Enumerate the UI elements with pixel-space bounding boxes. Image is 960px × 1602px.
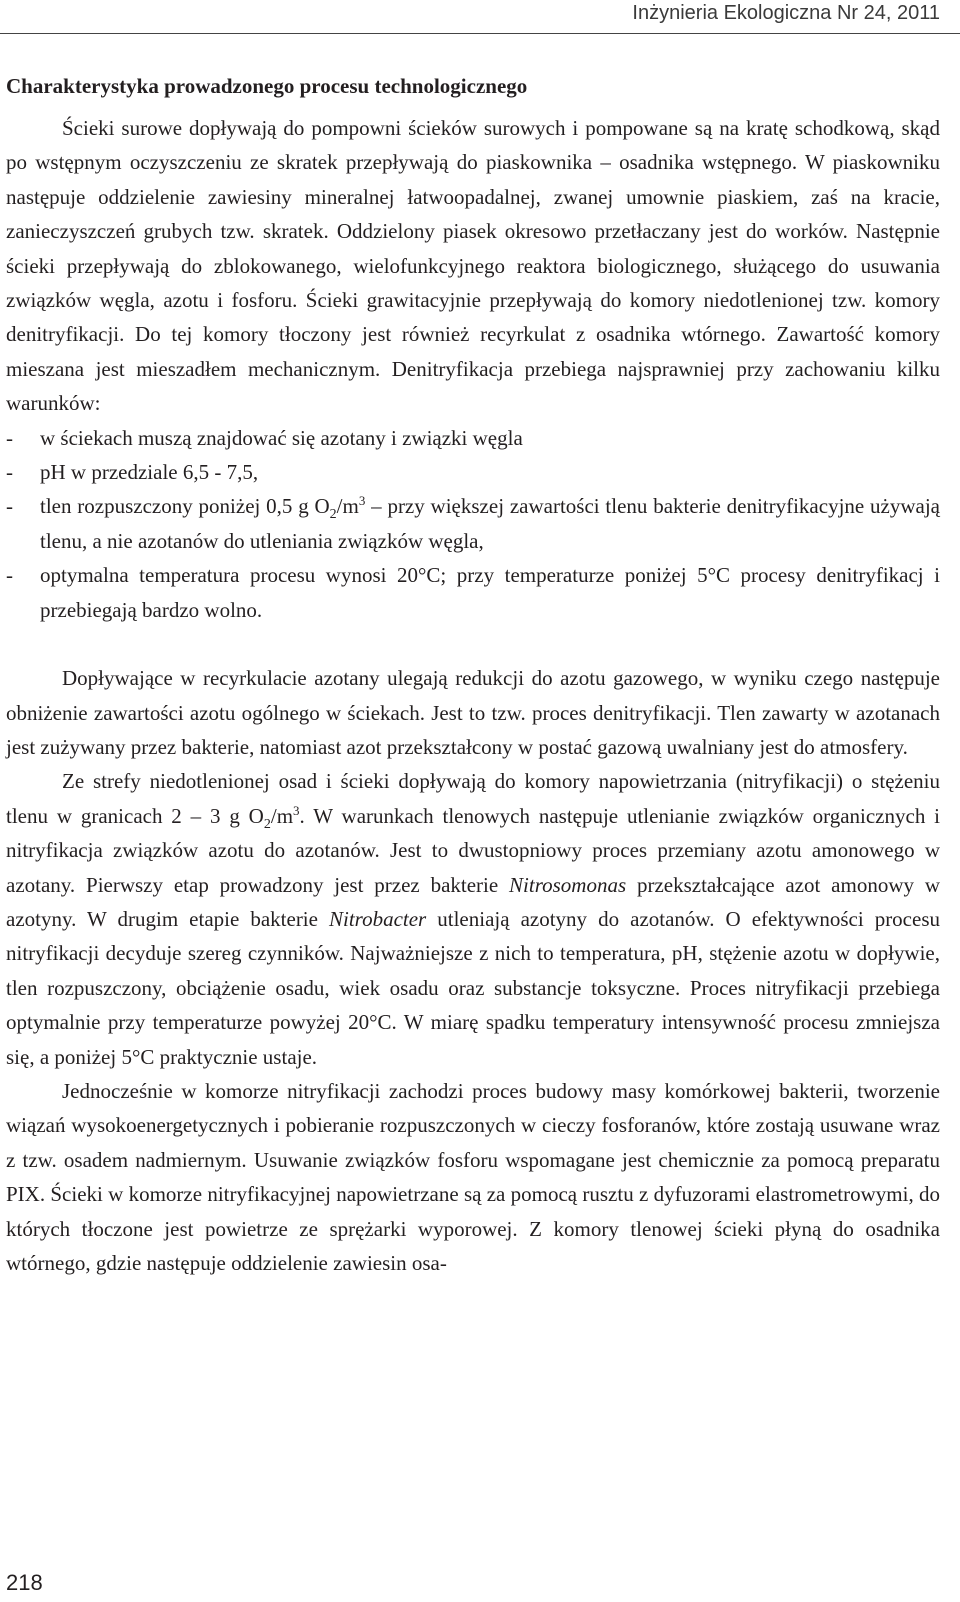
- paragraph-denitrification: Dopływające w recyrkulacie azotany ulegają redukcji do azotu gazowego, w wyniku czego następuje obniżenie zawartości azotu ogólnego w ściekach. Jest to tzw. proces denitryfikacji. Tlen zawarty w azotanach jest zużywany przez bakterie, natomiast azot przekształcony w postać gazową uwalniany jest do atmosfery.: [6, 666, 940, 759]
- running-header: Inżynieria Ekologiczna Nr 24, 2011: [632, 2, 940, 24]
- species-name: Nitrosomonas: [509, 872, 627, 897]
- section-title: Charakterystyka prowadzonego procesu technologicznego: [6, 74, 528, 98]
- condition-item: - optymalna temperatura procesu wynosi 20°C; przy temperaturze poniżej 5°C procesy denitryfikacj i przebiegają bardzo wolno.: [6, 558, 940, 627]
- text-run: Ze strefy niedotlenionej osad i ścieki dopływają do komory napowietrzania (nitryfikacji) o stężeniu tlenu w granicach 2 – 3 g O: [6, 769, 940, 828]
- page-number: 218: [6, 1570, 43, 1595]
- superscript: 3: [358, 493, 366, 509]
- text-run: /m: [270, 803, 294, 828]
- condition-item: - w ściekach muszą znajdować się azotany i związki węgla: [6, 421, 940, 455]
- condition-item: - pH w przedziale 6,5 - 7,5,: [6, 455, 940, 489]
- condition-text: – przy większej zawartości tlenu bakterie denitryfikacyjne używają tlenu, a nie azotanów do utleniania związków węgla,: [40, 494, 940, 553]
- condition-text: tlen rozpuszczony poniżej 0,5 g O: [40, 494, 330, 519]
- paragraph-intro: Ścieki surowe dopływają do pompowni ścieków surowych i pompowane są na kratę schodkową, skąd po wstępnym oczyszczeniu ze skratek przepływają do piaskownika – osadnika wstępnego. W piaskowniku następuje oddzielenie zawiesiny mineralnej łatwoopadalnej, zwanej umownie piaskiem, zaś na kracie, zanieczyszczeń grubych tzw. skratek. Oddzielony piasek okresowo przetłaczany jest do worków. Następnie ścieki przepływają do zblokowanego, wielofunkcyjnego reaktora biologicznego, służącego do usuwania związków węgla, azotu i fosforu. Ścieki grawitacyjnie przepływają do komory niedotlenionej tzw. komory denitryfikacji. Do tej komory tłoczony jest również recyrkulat z osadnika wtórnego. Zawartość komory mieszana jest mieszadłem mechanicznym. Denitryfikacja przebiega najsprawniej przy zachowaniu kilku warunków:: [6, 116, 940, 416]
- condition-text: /m: [336, 494, 359, 519]
- text-run: utleniają azotyny do azotanów. O efektywności procesu nitryfikacji decyduje szereg czynników. Najważniejsze z nich to temperatura, pH, stężenie azotu w dopływie, tlen rozpuszczony, obciążenie osadu, wiek osadu oraz substancje toksyczne. Proces nitryfikacji przebiega optymalnie przy temperaturze powyżej 20°C. W miarę spadku temperatury intensywność procesu zmniejsza się, a poniżej 5°C praktycznie ustaje.: [6, 906, 940, 1069]
- paragraph-spacer: [6, 627, 940, 661]
- text-run: . W warunkach tlenowych następuje utlenianie związków organicznych i nitryfikacja związków azotu do azotanów. Jest to dwustopniowy proces przemiany azotu amonowego w azotany. Pierwszy etap prowadzony jest przez bakterie: [6, 803, 940, 897]
- species-name: Nitrobacter: [329, 906, 427, 931]
- subscript: 2: [263, 816, 271, 832]
- condition-item: [6, 489, 940, 558]
- header-divider: [0, 33, 960, 34]
- denitrification-conditions-list: [6, 421, 940, 627]
- paragraph-nitrification: [6, 764, 940, 1074]
- text-run: przekształcające azot amonowy w azotyny. W drugim etapie bakterie: [6, 872, 940, 931]
- article-body: [6, 72, 940, 1280]
- subscript: 2: [329, 507, 337, 523]
- paragraph-phosphorus: Jednocześnie w komorze nitryfikacji zachodzi proces budowy masy komórkowej bakterii, tworzenie wiązań wysokoenergetycznych i pobieranie rozpuszczonych w cieczy fosforanów, które zostają usuwane wraz z tzw. osadem nadmiernym. Usuwanie związków fosforu wspomagane jest chemicznie za pomocą preparatu PIX. Ścieki w komorze nitryfikacyjnej napowietrzane są za pomocą rusztu z dyfuzorami elastrometrowymi, do których tłoczone jest powietrze ze sprężarki wyporowej. Z komory tlenowej ścieki płyną do osadnika wtórnego, gdzie następuje oddzielenie zawiesin osa-: [6, 1078, 940, 1275]
- superscript: 3: [293, 802, 300, 818]
